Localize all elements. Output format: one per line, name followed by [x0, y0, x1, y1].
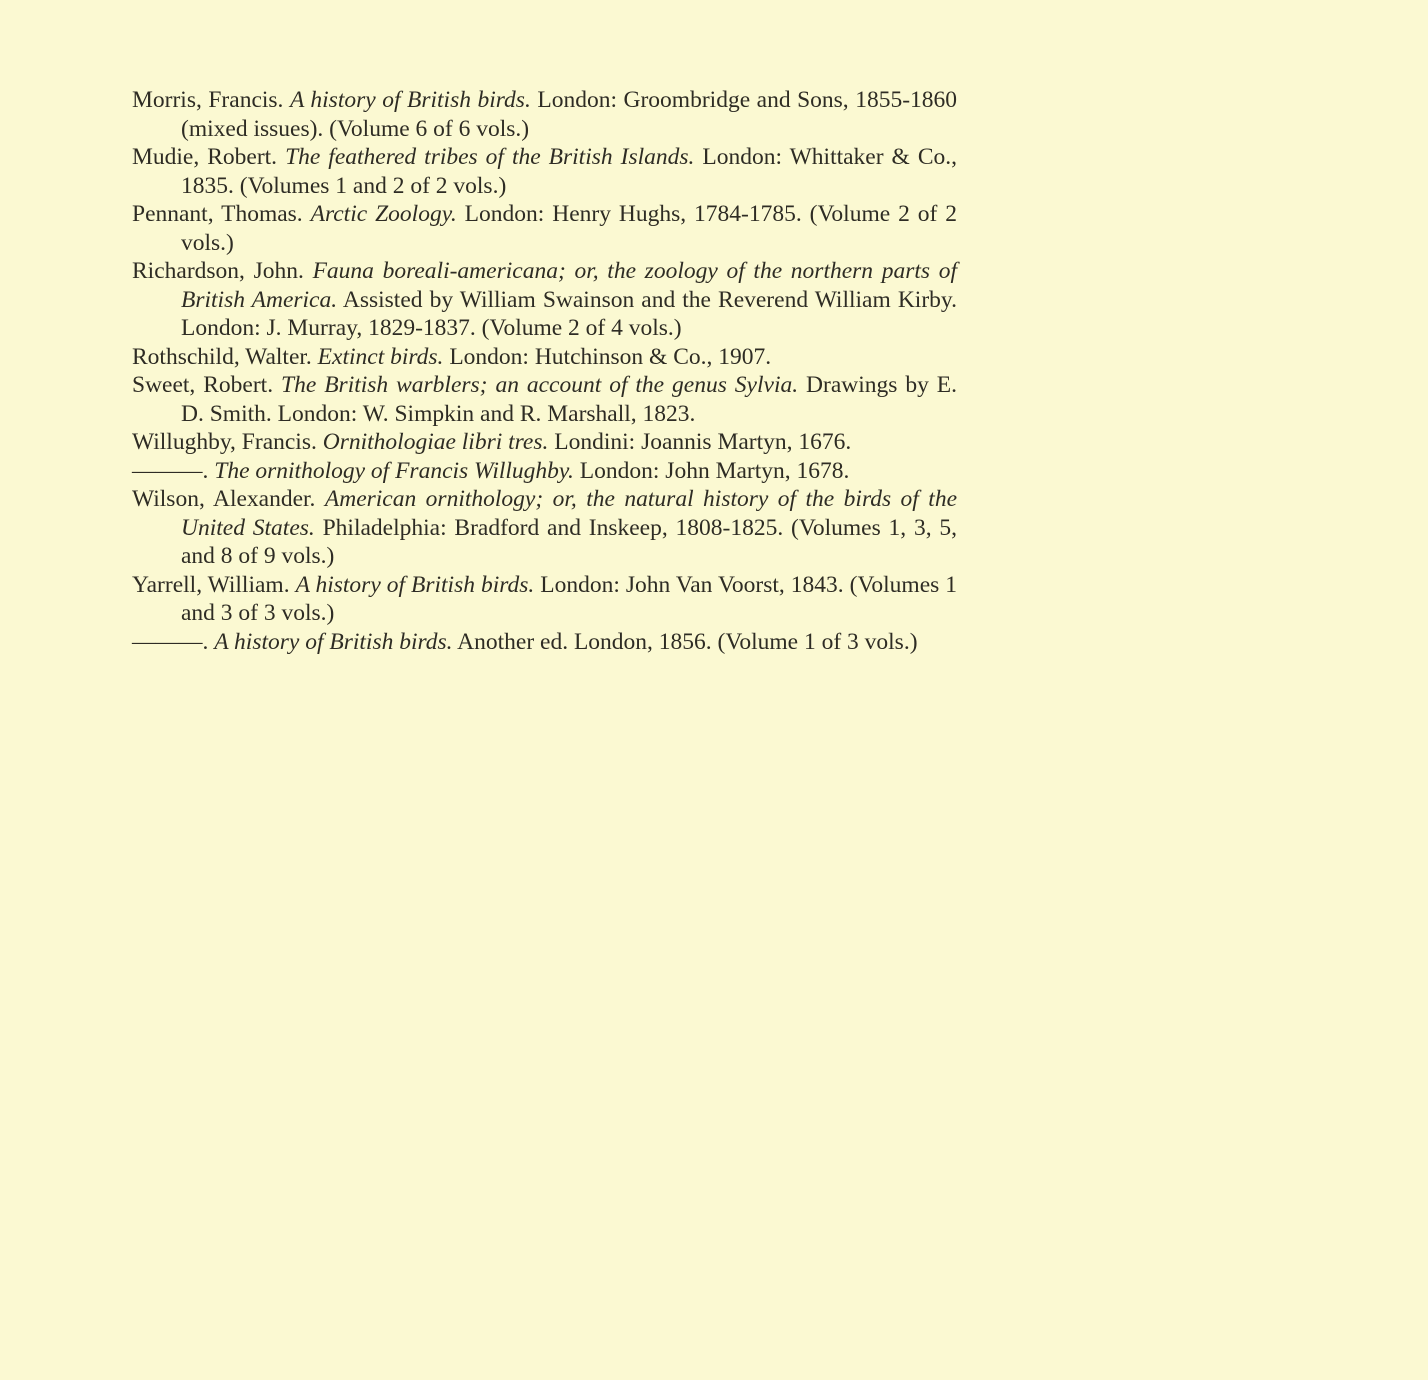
entry-author: Mudie, Robert.	[132, 144, 278, 170]
entry-author: Pennant, Thomas.	[132, 201, 303, 227]
entry-publication: London: Whittaker & Co., 1835. (Volumes 1 and 2 of 2 vols.)	[181, 144, 957, 199]
entry-title: Arctic Zoology.	[310, 201, 457, 227]
entry-author: Rothschild, Walter.	[132, 343, 312, 370]
bibliography-entry	[132, 86, 957, 143]
bibliography-entry	[132, 143, 957, 200]
bibliography-entry	[132, 628, 957, 657]
entry-publication: London: John Martyn, 1678.	[579, 457, 850, 484]
bibliography-entry	[132, 371, 957, 428]
entry-author: Yarrell, William.	[132, 571, 290, 598]
entry-publication: London: Hutchinson & Co., 1907.	[449, 343, 772, 370]
entry-title: The feathered tribes of the British Islands.	[285, 144, 695, 170]
entry-publication: Drawings by E. D. Smith. London: W. Simpkin and R. Marshall, 1823.	[181, 372, 957, 427]
entry-title: The ornithology of Francis Willughby.	[214, 457, 574, 484]
entry-publication: London: John Van Voorst, 1843. (Volumes 1 and 3 of 3 vols.)	[181, 571, 957, 626]
entry-author: Morris, Francis.	[132, 87, 284, 113]
entry-publication: London: Henry Hughs, 1784-1785. (Volume 2 of 2 vols.)	[181, 201, 958, 256]
entry-publication: Philadelphia: Bradford and Inskeep, 1808-1825. (Volumes 1, 3, 5, and 8 of 9 vols.)	[181, 514, 958, 569]
entry-author: ———.	[132, 628, 209, 655]
entry-author: Willughby, Francis.	[132, 429, 317, 455]
entry-title: The British warblers; an account of the genus Sylvia.	[281, 372, 799, 398]
entry-author: ———.	[132, 457, 209, 484]
bibliography-entry	[132, 485, 957, 571]
entry-publication: Assisted by William Swainson and the Reverend William Kirby. London: J. Murray, 1829-1837. (Volume 2 of 4 vols.)	[181, 286, 957, 341]
bibliography-entry	[132, 343, 957, 372]
entry-title: A history of British birds.	[214, 628, 453, 655]
bibliography-entry	[132, 257, 957, 343]
entry-title: Fauna boreali-americana; or, the zoology of the northern parts of British America.	[181, 258, 958, 313]
bibliography-entry	[132, 571, 957, 628]
entry-title: A history of British birds.	[289, 87, 531, 113]
bibliography-list	[132, 86, 957, 656]
entry-title: A history of British birds.	[295, 571, 535, 598]
entry-author: Wilson, Alexander.	[132, 486, 316, 512]
entry-title: Ornithologiae libri tres.	[322, 429, 549, 455]
entry-author: Sweet, Robert.	[132, 372, 274, 398]
entry-title: Extinct birds.	[317, 343, 444, 370]
entry-publication: Londini: Joannis Martyn, 1676.	[554, 429, 852, 455]
bibliography-entry	[132, 200, 957, 257]
entry-title: American ornithology; or, the natural history of the birds of the United States.	[181, 486, 957, 541]
entry-author: Richardson, John.	[132, 258, 304, 284]
entry-publication: Another ed. London, 1856. (Volume 1 of 3 vols.)	[457, 628, 918, 655]
entry-publication: London: Groombridge and Sons, 1855-1860 (mixed issues). (Volume 6 of 6 vols.)	[181, 87, 958, 142]
bibliography-entry	[132, 428, 957, 457]
bibliography-entry	[132, 457, 957, 486]
